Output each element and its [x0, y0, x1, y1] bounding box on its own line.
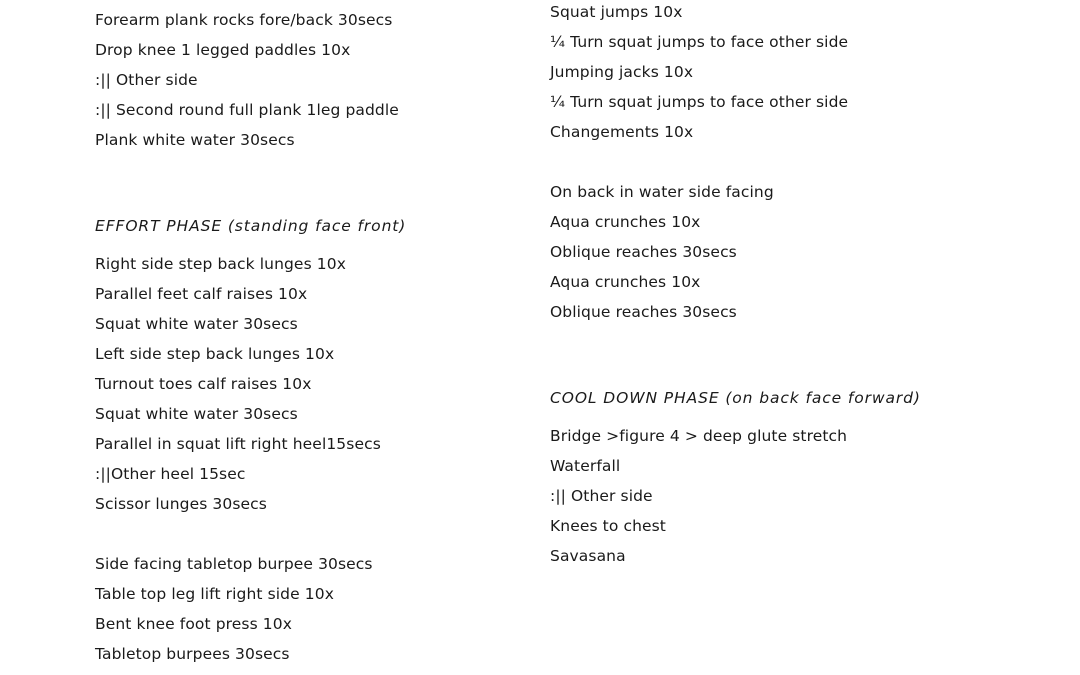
exercise-line: Waterfall: [550, 457, 621, 475]
exercise-line: :|| Second round full plank 1leg paddle: [95, 101, 399, 119]
exercise-line: Scissor lunges 30secs: [95, 495, 267, 513]
exercise-line: Changements 10x: [550, 123, 694, 141]
exercise-line: Tabletop burpees 30secs: [95, 645, 290, 663]
exercise-line: Parallel in squat lift right heel15secs: [95, 435, 381, 453]
exercise-line: Left side step back lunges 10x: [95, 345, 335, 363]
exercise-line: Plank white water 30secs: [95, 131, 295, 149]
exercise-line: :||Other heel 15sec: [95, 465, 246, 483]
exercise-line: Forearm plank rocks fore/back 30secs: [95, 11, 393, 29]
exercise-line: Oblique reaches 30secs: [550, 243, 737, 261]
exercise-line: Jumping jacks 10x: [550, 63, 694, 81]
exercise-line: Side facing tabletop burpee 30secs: [95, 555, 373, 573]
exercise-line: :|| Other side: [550, 487, 653, 505]
exercise-line: Knees to chest: [550, 517, 666, 535]
exercise-line: Table top leg lift right side 10x: [95, 585, 334, 603]
exercise-line: :|| Other side: [95, 71, 198, 89]
exercise-line: On back in water side facing: [550, 183, 774, 201]
exercise-line: ¼ Turn squat jumps to face other side: [550, 33, 849, 51]
exercise-line: Drop knee 1 legged paddles 10x: [95, 41, 351, 59]
cool-down-phase-heading: COOL DOWN PHASE (on back face forward): [550, 389, 921, 407]
exercise-line: Aqua crunches 10x: [550, 273, 701, 291]
exercise-line: Parallel feet calf raises 10x: [95, 285, 308, 303]
exercise-line: Turnout toes calf raises 10x: [95, 375, 312, 393]
exercise-line: Bent knee foot press 10x: [95, 615, 293, 633]
exercise-line: ¼ Turn squat jumps to face other side: [550, 93, 849, 111]
exercise-line: Squat white water 30secs: [95, 405, 298, 423]
exercise-line: Aqua crunches 10x: [550, 213, 701, 231]
exercise-line: Oblique reaches 30secs: [550, 303, 737, 321]
exercise-line: Squat jumps 10x: [550, 3, 683, 21]
exercise-line: Right side step back lunges 10x: [95, 255, 346, 273]
exercise-line: Squat white water 30secs: [95, 315, 298, 333]
exercise-line: Bridge >figure 4 > deep glute stretch: [550, 427, 848, 445]
exercise-line: Savasana: [550, 547, 626, 565]
effort-phase-heading: EFFORT PHASE (standing face front): [95, 217, 407, 235]
